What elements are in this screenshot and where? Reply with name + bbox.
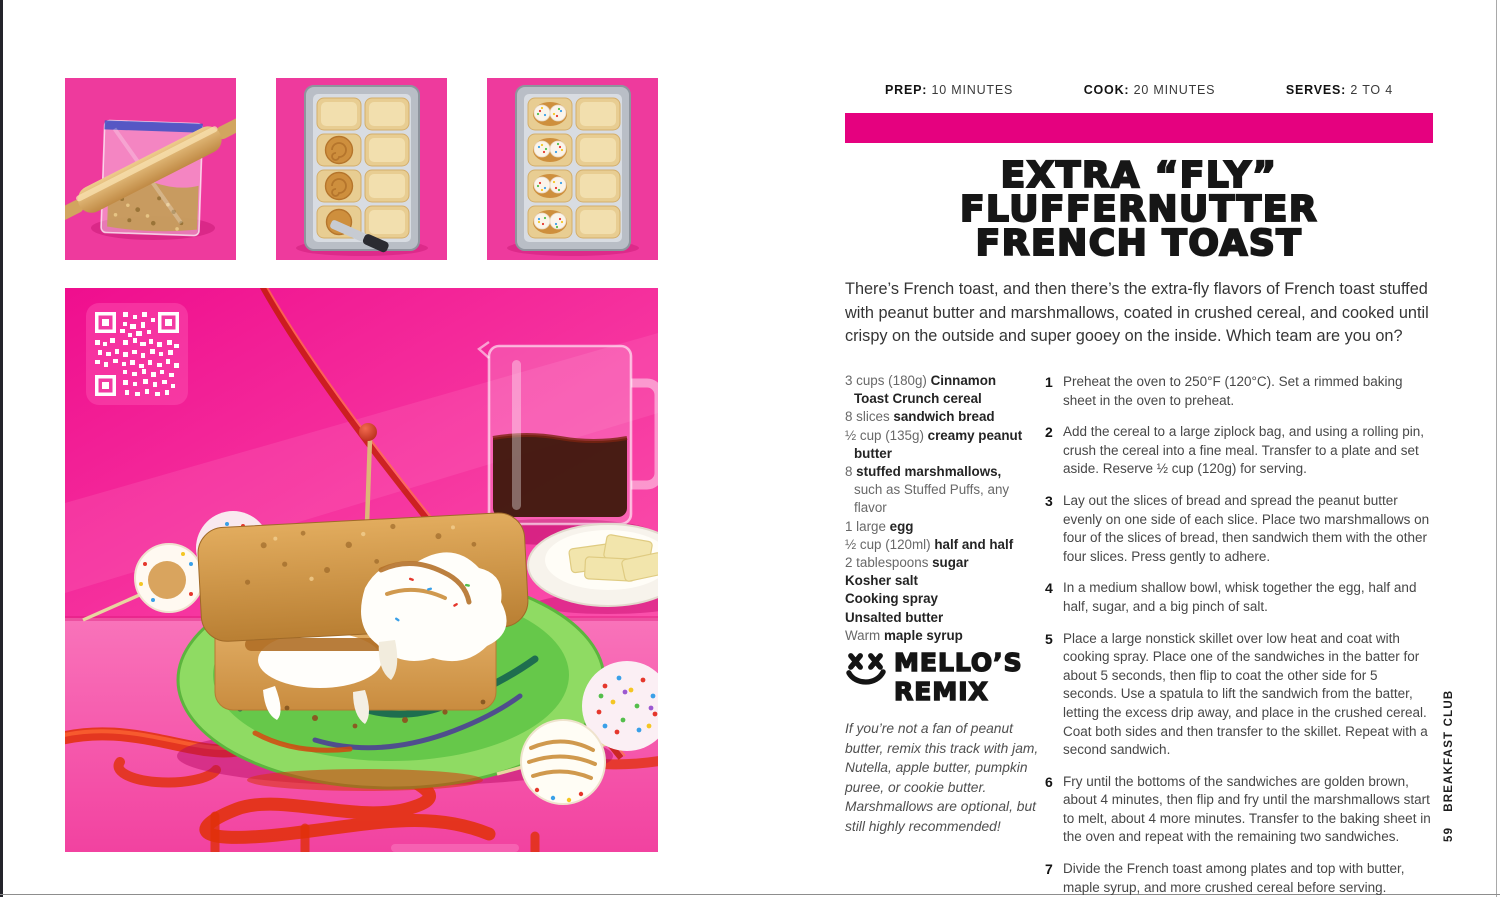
remix-title: MELLO’S REMIX [894,648,1023,706]
title-line-2: FLUFFERNUTTER [959,189,1319,230]
accent-bar [845,113,1433,143]
step-7: 7 Divide the French toast among plates and top with butter, maple syrup, and more crushed cereal before serving. [1045,861,1405,895]
qr-code [86,303,188,405]
ingredient-item: 8 slices sandwich bread [845,409,995,425]
step-2: 2 Add the cereal to a large ziplock bag, and using a rolling pin, crush the cereal into a fine meal. Transfer to a plate and set aside. Reserve ½ cup (120g) for serving. [1045,424,1424,477]
ingredient-item: 3 cups (180g) Cinnamon Toast Crunch cereal [845,373,997,407]
cook-time: COOK: 20 MINUTES [1083,83,1216,97]
ingredient-item: ½ cup (120ml) half and half [845,536,1014,552]
step-photo-crushed-cereal [65,78,236,260]
page-number: 59 [1443,826,1455,842]
hero-photo [65,288,658,852]
ingredient-item: Unsalted butter [845,609,944,625]
ingredient-item: Warm maple syrup [845,627,963,643]
ingredient-item: 8 stuffed marshmallows, such as Stuffed Puffs, any flavor [845,464,1010,516]
butter-dish [528,524,658,614]
steps-list [1045,373,1433,910]
step-5: 5 Place a large nonstick skillet over low heat and coat with cooking spray. Place one of the sandwiches in the batter for about 5 seconds, then flip to coat the other side for 5 seconds. Use a spatula to lift the sandwich from the batter, letting the excess drip away, and place in the crushed cereal. Coat both sides and then transfer to the skillet. Repeat with a second sandwich. [1045,630,1428,758]
page-right-edge [1496,0,1497,897]
ingredient-item: ½ cup (135g) creamy peanut butter [845,427,1023,461]
recipe-page [845,0,1433,897]
ingredients-list [845,372,1029,645]
serves: SERVES: 2 TO 4 [1285,83,1393,97]
step-photo-marshmallow-tray [487,78,658,260]
step-4: 4 In a medium shallow bowl, whisk together the egg, half and half, sugar, and a big pinch of salt. [1045,580,1417,614]
ingredient-item: 1 large egg [845,518,914,534]
title-line-3: FRENCH TOAST [975,223,1303,264]
step-photo-peanut-butter-tray [276,78,447,260]
remix-text: If you’re not a fan of peanut butter, remix this track with jam, Nutella, apple butter, pumpkin puree, or cookie butter. Marshmallows are optional, but still highly recommended! [845,721,1039,834]
ingredient-item: Cooking spray [845,591,939,607]
recipe-intro: There’s French toast, and then there’s the extra-fly flavors of French toast stuffed with peanut butter and marshmallows, coated in crushed cereal, and cooked until crispy on the outside and super gooey on the inside. Which team are you on? [845,280,1429,346]
book-left-edge [0,0,3,897]
mellos-remix-sidebar [845,648,1039,837]
marshmello-face-icon [845,651,887,694]
ingredient-item: 2 tablespoons sugar [845,555,969,571]
section-label: BREAKFAST CLUB [1443,689,1455,812]
title-line-1: EXTRA “FLY” [1000,155,1278,196]
recipe-title [845,155,1433,264]
step-1: 1 Preheat the oven to 250°F (120°C). Set a rimmed baking sheet in the oven to preheat. [1045,374,1403,408]
recipe-meta-row [845,83,1433,97]
spine-footer [1441,689,1457,842]
prep-time: PREP: 10 MINUTES [885,83,1014,97]
step-6: 6 Fry until the bottoms of the sandwiches are golden brown, about 4 minutes, then flip and fry until the marshmallows start to melt, about 4 more minutes. Transfer to the baking sheet in the oven and repeat with the remaining two sandwiches. [1045,773,1431,845]
step-3: 3 Lay out the slices of bread and spread the peanut butter evenly on one side of each slice. Place two marshmallows on four of the slices of bread, then sandwich them with the other four slices. Press gently to adhere. [1045,492,1430,564]
ingredient-item: Kosher salt [845,573,918,589]
